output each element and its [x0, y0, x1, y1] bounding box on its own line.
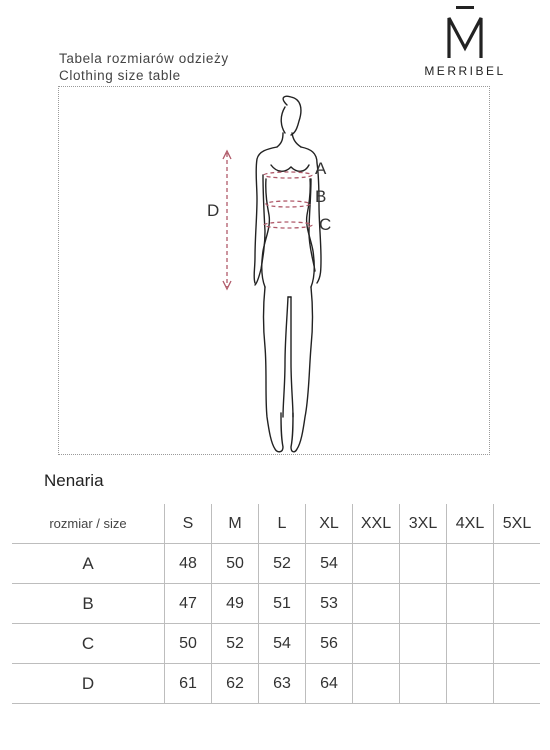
table-cell: 49 — [212, 584, 259, 624]
table-row — [12, 544, 540, 584]
table-cell: 64 — [306, 664, 353, 704]
size-table — [12, 504, 540, 704]
table-row — [12, 584, 540, 624]
table-cell: 52 — [212, 624, 259, 664]
row-label: B — [12, 584, 165, 624]
table-cell: 50 — [212, 544, 259, 584]
table-cell — [400, 624, 447, 664]
merribel-logo-icon — [404, 4, 526, 62]
size-column-header: 4XL — [447, 504, 494, 544]
page-title — [59, 50, 229, 84]
size-column-header: M — [212, 504, 259, 544]
title-english: Clothing size table — [59, 68, 181, 83]
table-cell: 54 — [259, 624, 306, 664]
title-polish: Tabela rozmiarów odzieży — [59, 51, 229, 66]
table-cell: 47 — [165, 584, 212, 624]
table-cell — [447, 584, 494, 624]
row-label: D — [12, 664, 165, 704]
label-b: B — [315, 187, 327, 206]
table-cell: 51 — [259, 584, 306, 624]
table-cell: 48 — [165, 544, 212, 584]
table-header-row — [12, 504, 540, 544]
label-d: D — [207, 201, 220, 220]
table-cell: 53 — [306, 584, 353, 624]
table-cell — [494, 664, 541, 704]
table-cell — [494, 624, 541, 664]
table-cell — [353, 544, 400, 584]
table-cell — [400, 664, 447, 704]
size-column-header: 3XL — [400, 504, 447, 544]
silhouette-illustration — [59, 87, 491, 456]
row-label: A — [12, 544, 165, 584]
label-c: C — [319, 215, 332, 234]
table-cell: 50 — [165, 624, 212, 664]
table-cell: 61 — [165, 664, 212, 704]
table-cell: 62 — [212, 664, 259, 704]
table-cell — [494, 544, 541, 584]
row-label: C — [12, 624, 165, 664]
table-cell — [353, 664, 400, 704]
size-column-header: S — [165, 504, 212, 544]
size-header-label: rozmiar / size — [12, 504, 165, 544]
table-cell: 52 — [259, 544, 306, 584]
table-cell — [400, 544, 447, 584]
table-cell: 63 — [259, 664, 306, 704]
table-cell — [447, 544, 494, 584]
size-column-header: XL — [306, 504, 353, 544]
brand-logo — [404, 4, 526, 78]
brand-name: MERRIBEL — [424, 64, 506, 78]
table-cell — [353, 584, 400, 624]
body-measurement-figure — [58, 86, 490, 455]
table-cell: 54 — [306, 544, 353, 584]
table-row — [12, 664, 540, 704]
table-cell — [447, 624, 494, 664]
label-a: A — [315, 159, 327, 178]
product-name: Nenaria — [44, 471, 104, 490]
size-column-header: 5XL — [494, 504, 541, 544]
table-row — [12, 624, 540, 664]
size-column-header: L — [259, 504, 306, 544]
table-cell — [353, 624, 400, 664]
table-cell — [494, 584, 541, 624]
table-cell — [400, 584, 447, 624]
size-column-header: XXL — [353, 504, 400, 544]
table-cell: 56 — [306, 624, 353, 664]
table-cell — [447, 664, 494, 704]
